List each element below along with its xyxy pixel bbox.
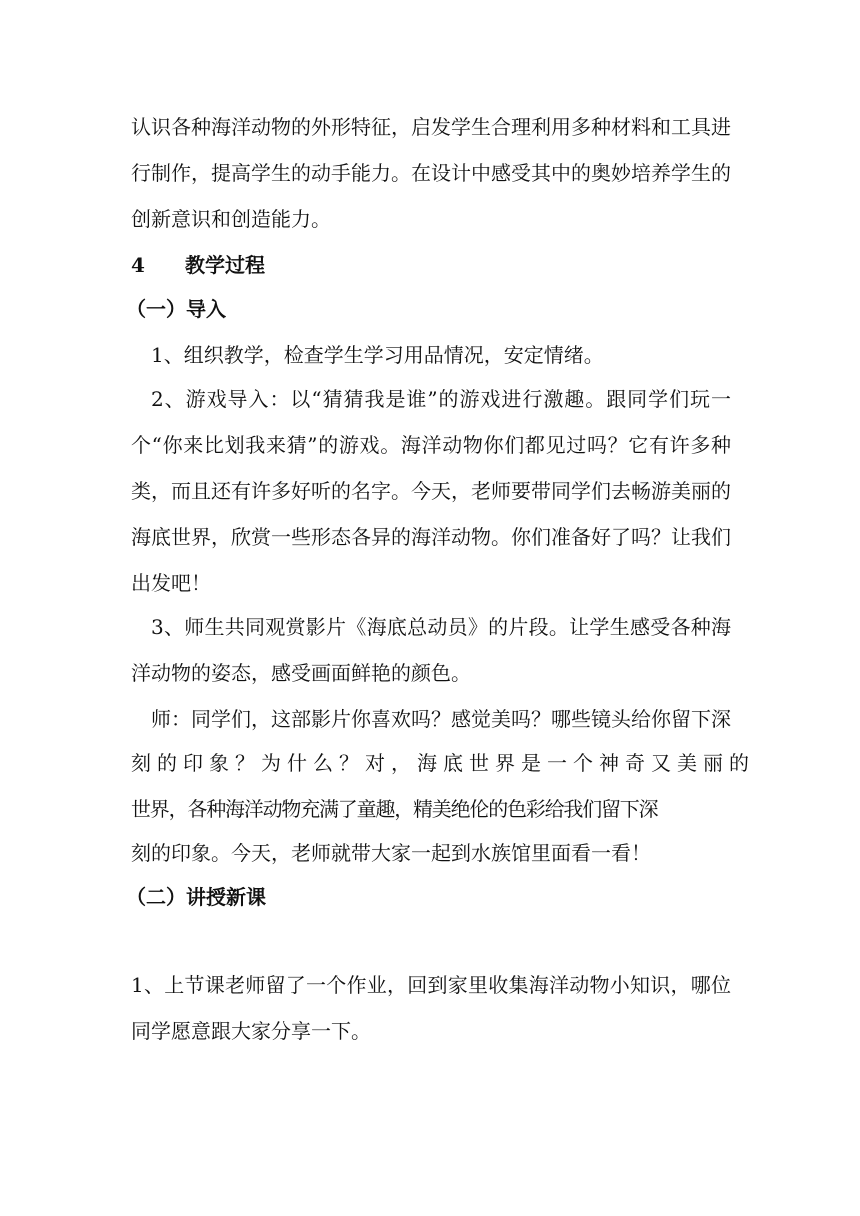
paragraph-line: 海底世界，欣赏一些形态各异的海洋动物。你们准备好了吗？让我们 [131, 525, 731, 549]
paragraph-line: 创新意识和创造能力。 [131, 207, 331, 231]
section-heading [131, 251, 265, 279]
paragraph-line: 同学愿意跟大家分享一下。 [131, 1019, 371, 1043]
list-item: 1、上节课老师留了一个作业，回到家里收集海洋动物小知识，哪位 [131, 973, 731, 997]
dialogue-line: 刻的印象？为什么？对，海底世界是一个神奇又美丽的 [131, 751, 755, 775]
subheading-intro: （一）导入 [126, 297, 226, 321]
list-item: 1、组织教学，检查学生学习用品情况，安定情绪。 [151, 343, 604, 367]
dialogue-line: 刻的印象。今天，老师就带大家一起到水族馆里面看一看！ [131, 841, 651, 865]
dialogue-line: 世界，各种海洋动物充满了童趣，精美绝伦的色彩给我们留下深 [131, 797, 658, 821]
paragraph-line: 出发吧！ [131, 571, 211, 595]
list-item: 2、游戏导入：以“猜猜我是谁”的游戏进行激趣。跟同学们玩一 [151, 387, 731, 411]
paragraph-line: 行制作，提高学生的动手能力。在设计中感受其中的奥妙培养学生的 [131, 161, 731, 185]
paragraph-line: 个“你来比划我来猜”的游戏。海洋动物你们都见过吗？它有许多种 [131, 433, 731, 457]
list-item: 3、师生共同观赏影片《海底总动员》的片段。让学生感受各种海 [151, 615, 731, 639]
subheading-new-lesson: （二）讲授新课 [126, 885, 266, 909]
paragraph-line: 认识各种海洋动物的外形特征，启发学生合理利用多种材料和工具进 [131, 115, 731, 139]
paragraph-line: 洋动物的姿态，感受画面鲜艳的颜色。 [131, 661, 471, 685]
section-number: 4 [131, 253, 145, 277]
paragraph-line: 类，而且还有许多好听的名字。今天，老师要带同学们去畅游美丽的 [131, 479, 731, 503]
section-title: 教学过程 [185, 253, 265, 277]
dialogue-line: 师：同学们，这部影片你喜欢吗？感觉美吗？哪些镜头给你留下深 [151, 707, 731, 731]
